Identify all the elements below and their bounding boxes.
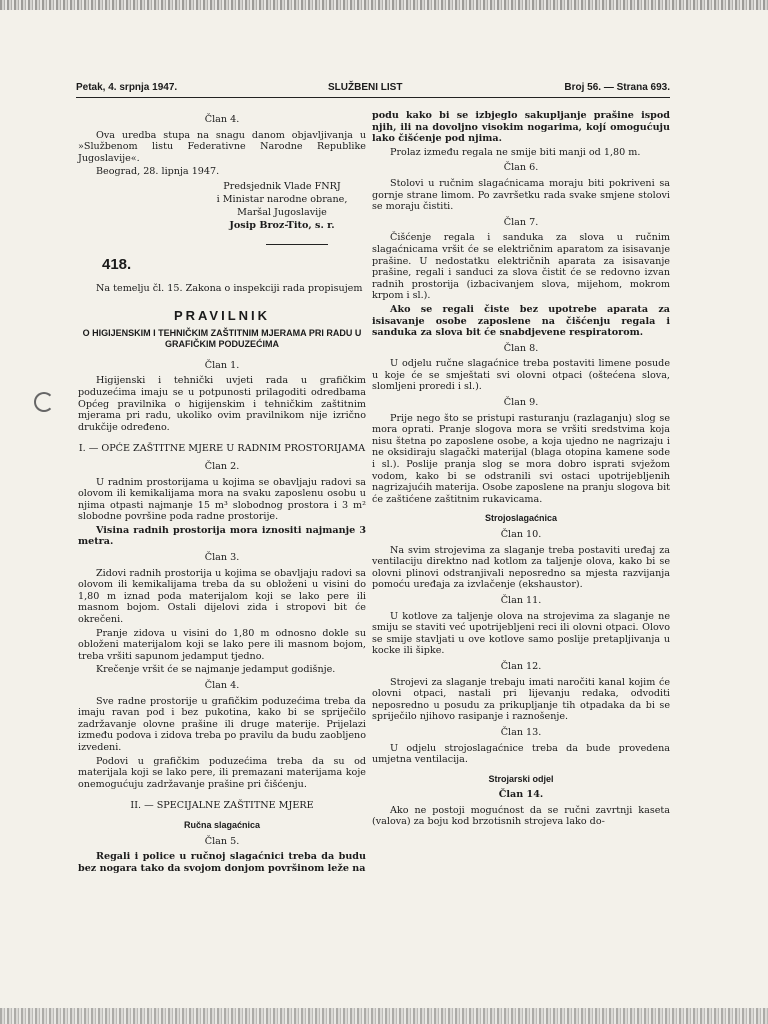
article-heading: Član 11. [500, 594, 542, 606]
article-text: U odjelu ručne slagaćnice treba postaviti limene posude u koje će se smještati svi olovni otpaci (oštećena slova, slomljeni proredi i sl.). [372, 358, 670, 393]
article-text: Strojevi za slaganje trebaju imati naročiti kanal kojim će olovni otpaci, nastali pri lijevanju redaka, odvoditi neposredno u posudu za prikupljanje tih otpadaka da bi se spriječilo njihovo rasipanje i raznošenje. [372, 676, 670, 723]
place-date: Beograd, 28. lipnja 1947. [96, 166, 220, 178]
article-text: Krečenje vršit će se najmanje jedamput godišnje. [96, 664, 336, 676]
header-rule [76, 97, 670, 98]
article-text: Prije nego što se pristupi rasturanju (razlaganju) slog se mora oprati. Pranje slogova mora se vršiti sredstvima koja nisu štetna po zaposlene osobe, a koja ujedno ne nagrizaju i ne oksidiraju slagački materijal (blaga otopina kamene sode i sl.). Poslije pranja slog se mora dobro isprati svježom vodom, kako bi se odstranili svi ostaci upotrijebljenih nagrizajućih materija. Osobe zaposlene na pranju slogova bit će zaštićene zaštitnim rukavicama. [372, 412, 670, 505]
article-text: Visina radnih prostorija mora iznositi najmanje 3 metra. [78, 524, 366, 548]
intro-text: Na temelju čl. 15. Zakona o inspekciji rada propisujem [96, 282, 363, 294]
document-number: 418. [102, 255, 132, 273]
signature-line: i Ministar narodne obrane, [216, 193, 348, 205]
article-text: Ako se regali čiste bez upotrebe aparata za isisavanje osobe zaposlene na čišćenju regala i sanduka za slova bit će snabdjevene respiratorom. [372, 303, 670, 339]
scan-edge-top [0, 0, 768, 10]
article-text: Pranje zidova u visini do 1,80 m odnosno dokle su obloženi materijalom koji se lako pere ili masnom bojom, treba vršiti sapunom jedamput tjedno. [78, 627, 366, 662]
left-column [78, 110, 366, 876]
header-publication: SLUŽBENI LIST [328, 82, 403, 93]
article-heading: Član 13. [500, 726, 542, 738]
document-title: PRAVILNIK [173, 308, 271, 324]
subsection-heading: Strojoslagaćnica [484, 513, 558, 524]
article-heading: Član 7. [503, 216, 539, 228]
article-heading: Član 2. [204, 460, 240, 472]
article-text: Podovi u grafičkim poduzećima treba da su od materijala koji se lako pere, ili premazani materijama koje onemogućuju zadržavanje prašine pri čišćenju. [78, 755, 366, 790]
article-heading: Član 10. [500, 529, 542, 540]
article-heading: Član 4. [204, 114, 240, 125]
article-text: Na svim strojevima za slaganje treba postaviti uređaj za ventilaciju direktno nad kotlom za taljenje olova, kako bi se olovni plinovi odstranjivali neposredno sa mjesta razvijanja pomoću uređaja za izvlačenje (ekshaustor). [372, 544, 670, 591]
scan-edge-bottom [0, 1008, 768, 1024]
article-text: podu kako bi se izbjeglo sakupljanje prašine ispod njih, ili na dovoljno visokim nogarima, kojí omogućuju lako čišćenje pod njima. [372, 110, 670, 145]
article-heading: Član 12. [500, 660, 542, 672]
article-text: Zidovi radnih prostorija u kojima se obavljaju radovi sa olovom ili kemikalijama treba da su obloženi u visini do 1,80 m iznad poda materijalom koji se lako pere ili masnom bojom. Ostali dijelovi zida i stropovi bit će okrečeni. [78, 567, 366, 626]
signature-name: Josip Broz-Tito, s. r. [229, 219, 335, 231]
separator-rule [266, 244, 328, 245]
article-text: Higijenski i tehnički uvjeti rada u grafičkim poduzećima imaju se u potpunosti prilagoditi odredbama Općeg pravilnika o higijenskim i tehničkim zaštitnim mjerama pri radu, ukoliko ovim pravilnikom nije izrično drukčije određeno. [78, 375, 366, 433]
right-column [372, 110, 670, 830]
article-text: Stolovi u ručnim slagaćnicama moraju biti pokriveni sa gornje strane limom. Po završetku rada svake smjene stolovi se moraju čistiti. [372, 177, 670, 213]
header-issue-page: Broj 56. — Strana 693. [564, 82, 670, 93]
article-text: Čišćenje regala i sanduka za slova u ručnim slagaćnicama vršit će se električnim aparatom za isisavanje prašine. U nedostatku električnih aparata za isisavanje prašine, regali i sanduci za slova čistit će se redovno izvan radnih prostorija (izbacivanjem slova, mijehom, mokrom krpom i sl.). [372, 232, 670, 302]
article-heading: Član 3. [204, 552, 240, 564]
section-heading: I. — OPĆE ZAŠTITNE MJERE U RADNIM PROSTORIJAMA [78, 443, 366, 455]
article-heading: Član 5. [204, 835, 240, 847]
article-heading: Član 9. [503, 397, 539, 409]
subsection-heading: Strojarski odjel [488, 773, 554, 784]
article-text: U odjelu strojoslagaćnice treba da bude provedena umjetna ventilacija. [372, 742, 670, 766]
signature-line: Predsjednik Vlade FNRJ [223, 180, 341, 192]
subsection-heading: Ručna slagaćnica [183, 819, 261, 830]
article-text: Prolaz između regala ne smije biti manji od 1,80 m. [390, 146, 641, 158]
article-text: U kotlove za taljenje olova na strojevima za slaganje ne smiju se staviti već upotrijebljeni reci ili olovni otpaci. Olovo se smije stavljati u ove kotlove samo poslije pretapljivanja u kocke ili šipke. [372, 610, 670, 657]
article-text: Sve radne prostorije u grafičkim poduzećima treba da imaju ravan pod i bez pukotina, kako bi se spriječilo zadržavanje olovne prašine ili druge materije. Prijelazi između podova i zidova treba po pravilu da budu zaobljeno izvedeni. [78, 695, 366, 753]
punch-hole-mark [34, 392, 54, 412]
signature-line: Maršal Jugoslavije [237, 206, 327, 218]
article-heading: Član 1. [204, 359, 240, 371]
article-heading: Član 4. [204, 680, 240, 691]
article-text: Regali i police u ručnoj slagaćnici treba da budu bez nogara tako da svojom donjom površinom leže na [78, 851, 366, 874]
article-heading: Član 6. [503, 162, 539, 174]
article-text: U radnim prostorijama u kojima se obavljaju radovi sa olovom ili kemikalijama mora na svaku zaposlenu osobu u njima otpasti najmanje 15 m³ slobodnog prostora i 3 m² slobodne površine poda radne prostorije. [78, 476, 366, 523]
article-text: Ova uredba stupa na snagu danom objavljivanja u »Službenom listu Federativne Narodne Republike Jugoslavije«. [78, 129, 366, 164]
section-heading: II. — SPECIJALNE ZAŠTITNE MJERE [130, 800, 314, 812]
page-header [76, 82, 670, 98]
article-heading: Član 8. [503, 342, 539, 354]
document-subtitle: O HIGIJENSKIM I TEHNIČKIM ZAŠTITNIM MJERAMA PRI RADU U GRAFIČKIM PODUZEĆIMA [82, 327, 362, 349]
header-date: Petak, 4. srpnja 1947. [76, 82, 178, 93]
article-heading: Član 14. [498, 789, 544, 801]
article-text: Ako ne postoji mogućnost da se ručni zavrtnji kaseta (valova) za boju kod brzotisnih strojeva lako do- [372, 804, 670, 828]
signature-block [198, 180, 366, 232]
